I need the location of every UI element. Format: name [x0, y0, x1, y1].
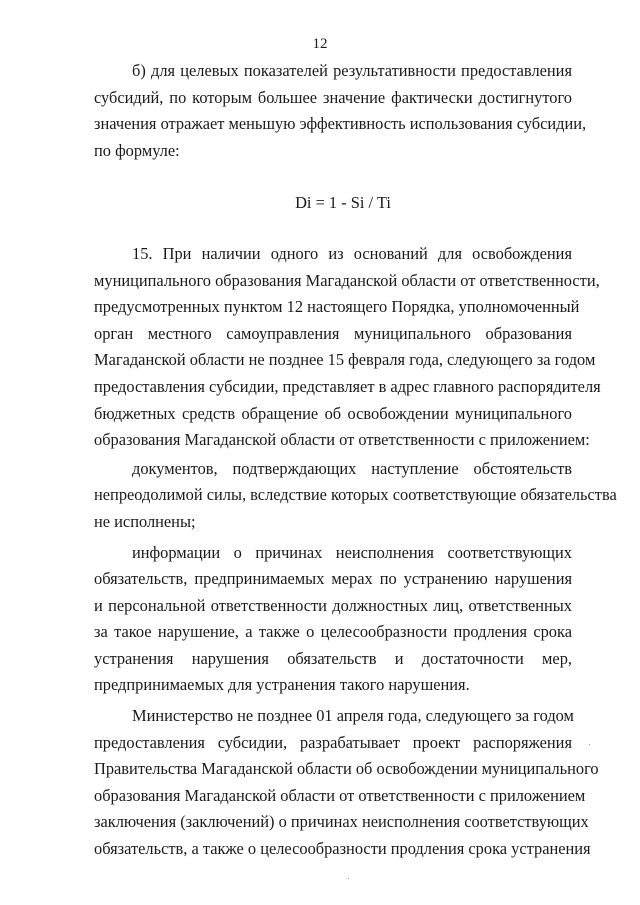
text-line: Магаданской области не позднее 15 февраля года, следующего за годом [94, 350, 596, 370]
text-line: орган местного самоуправления муниципального образования [94, 323, 572, 343]
scan-speck [348, 878, 349, 879]
text-line: субсидий, по которым большее значение фактически достигнутого [94, 87, 572, 107]
paragraph-documents [94, 456, 617, 536]
text-line: образования Магаданской области от ответственности с приложением [94, 785, 586, 805]
text-line: б) для целевых показателей результативности предоставления [132, 61, 572, 80]
formula: Di = 1 - Si / Ti [295, 193, 391, 213]
text-line: бюджетных средств обращение об освобождении муниципального [94, 403, 572, 423]
text-line: предоставления субсидии, представляет в адрес главного распорядителя [94, 376, 601, 396]
text-line: не исполнены; [94, 511, 196, 531]
paragraph-information [94, 540, 572, 700]
paragraph-subitem-b [94, 58, 587, 164]
text-line: Правительства Магаданской области об освобождении муниципального [94, 759, 599, 779]
text-line: предусмотренных пунктом 12 настоящего Порядка, уполномоченный [94, 297, 580, 317]
scan-speck [589, 744, 590, 745]
text-line: Министерство не позднее 01 апреля года, следующего за годом [132, 706, 574, 726]
text-line: обязательств, а также о целесообразности продления срока устранения [94, 839, 591, 859]
text-line: муниципального образования Магаданской области от ответственности, [94, 270, 600, 290]
text-line: документов, подтверждающих наступление обстоятельств [132, 458, 572, 478]
paragraph-item-15 [94, 241, 601, 454]
text-line: непреодолимой силы, вследствие которых соответствующие обязательства [94, 485, 617, 505]
paragraph-ministry [94, 703, 599, 863]
document-body [94, 58, 617, 863]
text-line: устранения нарушения обязательств и достаточности мер, [94, 648, 572, 668]
text-line: образования Магаданской области от ответственности с приложением: [94, 430, 590, 450]
text-line: обязательств, предпринимаемых мерах по устранению нарушения [94, 569, 572, 589]
text-line: предпринимаемых для устранения такого нарушения. [94, 675, 470, 695]
text-line: информации о причинах неисполнения соответствующих [132, 542, 572, 562]
text-line: предоставления субсидии, разрабатывает проект распоряжения [94, 732, 572, 752]
text-line: значения отражает меньшую эффективность использования субсидии, [94, 114, 587, 134]
text-line: за такое нарушение, а также о целесообразности продления срока [94, 622, 572, 642]
text-line: и персональной ответственности должностных лиц, ответственных [94, 595, 572, 615]
text-line: 15. При наличии одного из оснований для освобождения [132, 243, 572, 263]
text-line: заключения (заключений) о причинах неисполнения соответствующих [94, 812, 589, 832]
page-number: 12 [312, 36, 328, 52]
text-line: по формуле: [94, 140, 180, 160]
